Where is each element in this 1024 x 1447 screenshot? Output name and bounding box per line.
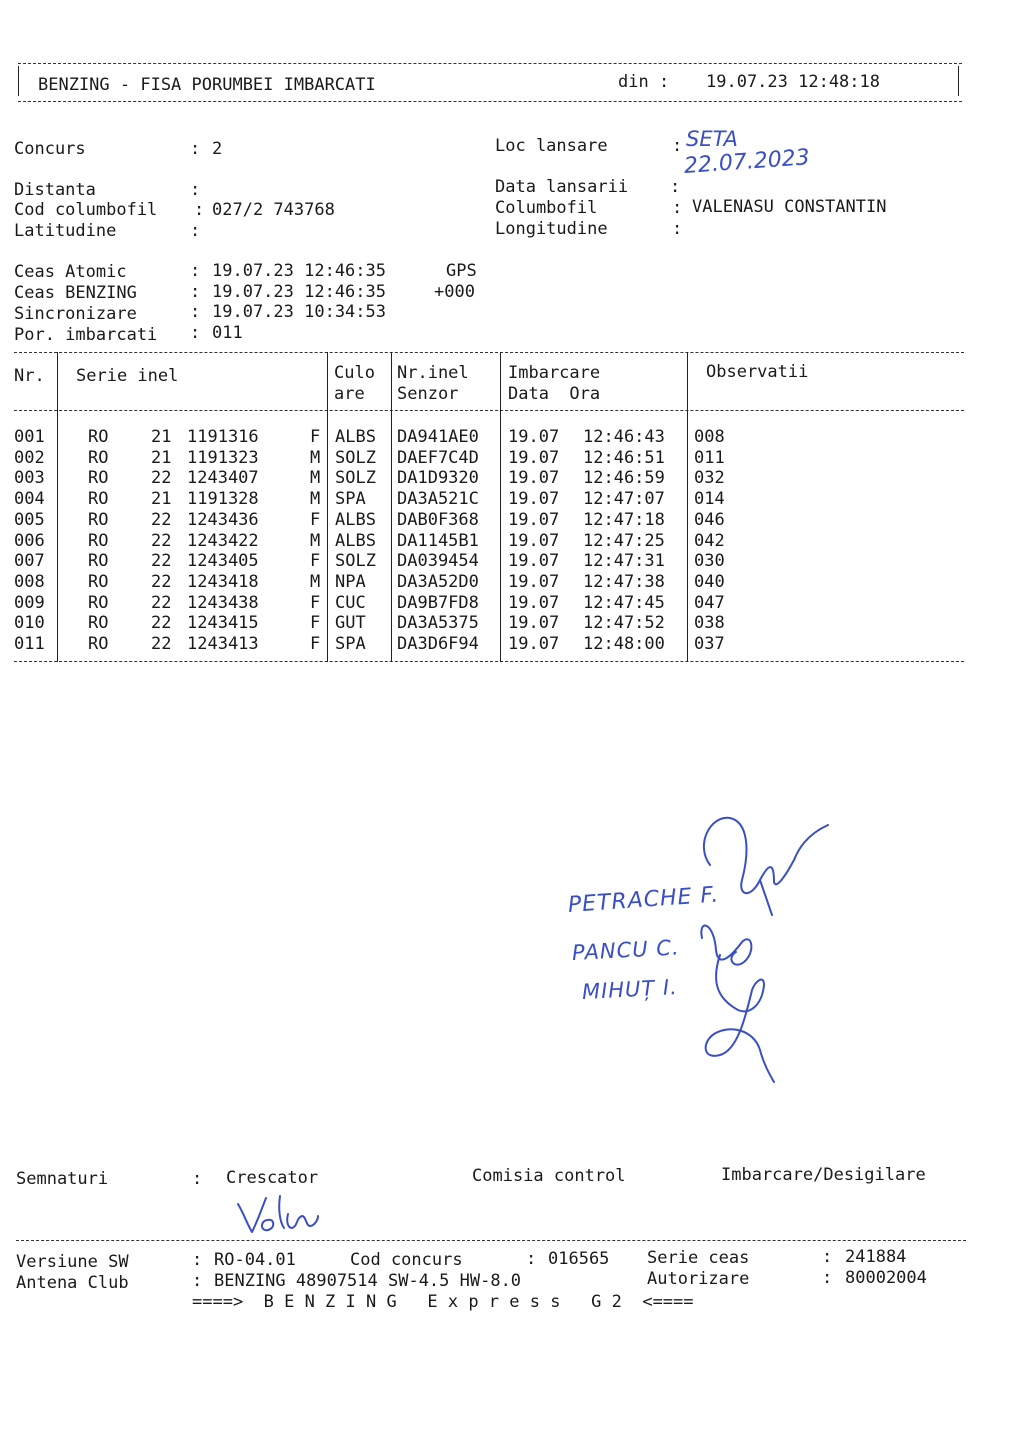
versiune-sw-value: RO-04.01 — [214, 1250, 296, 1270]
row-obs: 038 — [694, 613, 725, 634]
ceas-atomic-extra: GPS — [446, 261, 477, 281]
row-time: 12:47:45 — [583, 592, 665, 613]
row-country: RO — [88, 613, 109, 634]
row-sensor: DA3A5375 — [397, 613, 479, 634]
row-sensor: DAB0F368 — [397, 509, 479, 530]
longitudine-label: Longitudine — [495, 219, 608, 239]
cod-concurs-colon: : — [526, 1249, 537, 1269]
header-nr: Nr. — [14, 366, 45, 386]
row-nr: 009 — [14, 592, 45, 613]
row-year: 22 — [151, 530, 172, 551]
row-nr: 010 — [14, 613, 45, 634]
header-serie-inel: Serie inel — [76, 366, 179, 386]
row-sex: F — [310, 613, 321, 634]
row-ring: 1243413 — [187, 634, 259, 654]
row-nr: 005 — [14, 509, 45, 530]
row-date: 19.07 — [508, 592, 560, 613]
row-sensor: DA9B7FD8 — [397, 592, 479, 613]
footer-rule — [16, 1240, 966, 1241]
table-col-divider — [391, 352, 392, 662]
row-nr: 006 — [14, 530, 45, 551]
por-imbarcati-colon: : — [190, 323, 201, 343]
sincronizare-value: 19.07.23 10:34:53 — [212, 302, 386, 322]
concurs-label: Concurs — [14, 139, 86, 159]
row-year: 22 — [151, 509, 172, 530]
row-country: RO — [88, 551, 109, 572]
row-color: SOLZ — [335, 551, 376, 572]
data-lansarii-colon: : — [670, 177, 681, 197]
cod-columbofil-value: 027/2 743768 — [212, 200, 335, 220]
header-culoare-1: Culo — [334, 363, 375, 383]
comisia-control-label: Comisia control — [472, 1166, 626, 1186]
concurs-colon: : — [190, 139, 211, 159]
row-time: 12:47:18 — [583, 509, 665, 530]
din-value: 19.07.23 12:48:18 — [706, 72, 880, 92]
columbofil-colon: : — [672, 198, 683, 218]
row-obs: 014 — [694, 489, 725, 510]
row-sensor: DA039454 — [397, 551, 479, 572]
header-data-ora: Data Ora — [508, 384, 601, 404]
header-top-rule — [18, 63, 962, 64]
row-date: 19.07 — [508, 613, 560, 634]
row-country: RO — [88, 427, 109, 447]
row-sex: F — [310, 509, 321, 530]
row-country: RO — [88, 509, 109, 530]
row-time: 12:47:25 — [583, 530, 665, 551]
row-date: 19.07 — [508, 551, 560, 572]
row-date: 19.07 — [508, 530, 560, 551]
row-obs: 037 — [694, 634, 725, 654]
latitudine-label: Latitudine — [14, 221, 117, 241]
header-observatii: Observatii — [706, 362, 809, 382]
row-color: NPA — [335, 571, 366, 592]
row-time: 12:46:59 — [583, 468, 665, 489]
header-left-border — [18, 66, 19, 96]
sincronizare-colon: : — [190, 302, 201, 322]
por-imbarcati-label: Por. imbarcati — [14, 325, 158, 345]
row-sensor: DA1D9320 — [397, 468, 479, 489]
row-year: 22 — [151, 571, 172, 592]
autorizare-value: 80002004 — [845, 1268, 927, 1288]
columbofil-label: Columbofil — [495, 198, 598, 218]
latitudine-colon: : — [190, 221, 201, 241]
imbarcare-desigilare-label: Imbarcare/Desigilare — [721, 1165, 926, 1185]
semnaturi-colon: : — [192, 1169, 203, 1189]
ceas-benzing-label: Ceas BENZING — [14, 283, 137, 303]
row-color: GUT — [335, 613, 366, 634]
table-header-rule — [14, 410, 964, 411]
sincronizare-label: Sincronizare — [14, 304, 137, 324]
handwritten-name: PETRACHE F. — [567, 882, 721, 918]
row-time: 12:47:07 — [583, 489, 665, 510]
antena-club-colon: : — [192, 1271, 203, 1291]
header-imbarcare: Imbarcare — [508, 363, 601, 383]
header-senzor: Senzor — [397, 384, 459, 404]
row-sensor: DA941AE0 — [397, 427, 479, 447]
row-time: 12:47:31 — [583, 551, 665, 572]
serie-ceas-value: 241884 — [845, 1247, 907, 1267]
row-nr: 008 — [14, 571, 45, 592]
row-sex: M — [310, 489, 321, 510]
table-col-divider — [57, 352, 58, 662]
row-time: 12:46:51 — [583, 447, 665, 468]
row-sex: M — [310, 530, 321, 551]
row-time: 12:47:52 — [583, 613, 665, 634]
row-obs: 042 — [694, 530, 725, 551]
row-time: 12:46:43 — [583, 427, 665, 447]
row-ring: 1191323 — [187, 447, 259, 468]
row-year: 21 — [151, 427, 172, 447]
row-country: RO — [88, 530, 109, 551]
data-lansarii-value: 22.07.2023 — [683, 145, 811, 179]
row-year: 22 — [151, 634, 172, 654]
row-ring: 1243407 — [187, 468, 259, 489]
row-date: 19.07 — [508, 571, 560, 592]
table-col-divider — [500, 352, 501, 662]
crescator-label: Crescator — [226, 1168, 319, 1188]
table-col-divider — [327, 352, 328, 662]
row-nr: 004 — [14, 489, 45, 510]
row-nr: 001 — [14, 427, 45, 447]
row-ring: 1243436 — [187, 509, 259, 530]
row-nr: 002 — [14, 447, 45, 468]
row-color: SOLZ — [335, 468, 376, 489]
document-title: BENZING - FISA PORUMBEI IMBARCATI — [38, 75, 376, 95]
row-color: SPA — [335, 489, 366, 510]
row-sensor: DA3A52D0 — [397, 571, 479, 592]
row-country: RO — [88, 634, 109, 654]
distanta-label: Distanta — [14, 180, 96, 200]
row-color: SOLZ — [335, 447, 376, 468]
columbofil-value: VALENASU CONSTANTIN — [692, 197, 887, 217]
distanta-colon: : — [190, 180, 201, 200]
cod-concurs-value: 016565 — [548, 1249, 610, 1269]
row-ring: 1243405 — [187, 551, 259, 572]
handwritten-name: MIHUȚ I. — [581, 974, 679, 1004]
cod-columbofil-label: Cod columbofil — [14, 200, 158, 220]
row-ring: 1191328 — [187, 489, 259, 510]
row-nr: 003 — [14, 468, 45, 489]
header-bottom-rule — [18, 101, 962, 102]
row-date: 19.07 — [508, 509, 560, 530]
row-year: 21 — [151, 447, 172, 468]
table-col-divider — [687, 352, 688, 662]
benzing-express-banner: ====> B E N Z I N G E x p r e s s G 2 <==== — [192, 1292, 694, 1312]
row-sex: F — [310, 634, 321, 654]
serie-ceas-colon: : — [822, 1247, 833, 1267]
row-year: 22 — [151, 613, 172, 634]
loc-lansare-label: Loc lansare — [495, 136, 608, 156]
row-country: RO — [88, 571, 109, 592]
header-culoare-2: are — [334, 384, 365, 404]
row-obs: 040 — [694, 571, 725, 592]
ceas-atomic-label: Ceas Atomic — [14, 262, 127, 282]
row-color: ALBS — [335, 530, 376, 551]
antena-club-value: BENZING 48907514 SW-4.5 HW-8.0 — [214, 1271, 522, 1291]
row-time: 12:47:38 — [583, 571, 665, 592]
concurs-value: 2 — [212, 139, 223, 159]
row-date: 19.07 — [508, 427, 560, 447]
ceas-atomic-value: 19.07.23 12:46:35 — [212, 261, 386, 281]
handwritten-name: PANCU C. — [571, 935, 681, 965]
ceas-benzing-colon: : — [190, 282, 201, 302]
cod-columbofil-colon: : — [194, 200, 205, 220]
table-bottom-rule — [14, 661, 964, 662]
antena-club-label: Antena Club — [16, 1273, 129, 1293]
row-country: RO — [88, 468, 109, 489]
row-obs: 008 — [694, 427, 725, 447]
table-top-rule — [14, 352, 964, 353]
row-sensor: DA1145B1 — [397, 530, 479, 551]
row-color: SPA — [335, 634, 366, 654]
row-obs: 032 — [694, 468, 725, 489]
row-year: 21 — [151, 489, 172, 510]
row-sex: M — [310, 571, 321, 592]
row-sex: M — [310, 447, 321, 468]
row-sensor: DA3A521C — [397, 489, 479, 510]
row-ring: 1243415 — [187, 613, 259, 634]
row-sex: F — [310, 427, 321, 447]
autorizare-label: Autorizare — [647, 1269, 750, 1289]
row-sex: M — [310, 468, 321, 489]
autorizare-colon: : — [822, 1268, 833, 1288]
header-nr-inel: Nr.inel — [397, 363, 469, 383]
cod-concurs-label: Cod concurs — [350, 1250, 463, 1270]
versiune-sw-label: Versiune SW — [16, 1252, 129, 1272]
row-date: 19.07 — [508, 634, 560, 654]
row-time: 12:48:00 — [583, 634, 665, 654]
row-country: RO — [88, 489, 109, 510]
row-date: 19.07 — [508, 489, 560, 510]
ceas-benzing-extra: +000 — [434, 282, 475, 302]
por-imbarcati-value: 011 — [212, 323, 243, 343]
row-year: 22 — [151, 468, 172, 489]
row-country: RO — [88, 447, 109, 468]
row-ring: 1243418 — [187, 571, 259, 592]
ceas-atomic-colon: : — [190, 261, 201, 281]
row-color: CUC — [335, 592, 366, 613]
ceas-benzing-value: 19.07.23 12:46:35 — [212, 282, 386, 302]
row-sensor: DA3D6F94 — [397, 634, 479, 654]
row-date: 19.07 — [508, 468, 560, 489]
row-date: 19.07 — [508, 447, 560, 468]
row-ring: 1191316 — [187, 427, 259, 447]
versiune-sw-colon: : — [192, 1250, 203, 1270]
row-sex: F — [310, 592, 321, 613]
row-obs: 030 — [694, 551, 725, 572]
row-country: RO — [88, 592, 109, 613]
longitudine-colon: : — [672, 219, 683, 239]
row-color: ALBS — [335, 427, 376, 447]
row-sex: F — [310, 551, 321, 572]
row-obs: 047 — [694, 592, 725, 613]
semnaturi-label: Semnaturi — [16, 1169, 109, 1189]
loc-lansare-value: SETA — [686, 127, 738, 151]
crescator-signature — [230, 1192, 320, 1242]
row-ring: 1243422 — [187, 530, 259, 551]
serie-ceas-label: Serie ceas — [647, 1248, 750, 1268]
row-nr: 007 — [14, 551, 45, 572]
row-nr: 011 — [14, 634, 45, 654]
row-color: ALBS — [335, 509, 376, 530]
row-obs: 046 — [694, 509, 725, 530]
row-year: 22 — [151, 551, 172, 572]
row-obs: 011 — [694, 447, 725, 468]
header-right-border — [958, 66, 959, 96]
data-lansarii-label: Data lansarii — [495, 177, 629, 197]
loc-lansare-colon: : — [672, 136, 683, 156]
commission-signatures-drawing — [690, 810, 840, 1090]
row-year: 22 — [151, 592, 172, 613]
row-sensor: DAEF7C4D — [397, 447, 479, 468]
row-ring: 1243438 — [187, 592, 259, 613]
din-label: din : — [618, 72, 670, 92]
